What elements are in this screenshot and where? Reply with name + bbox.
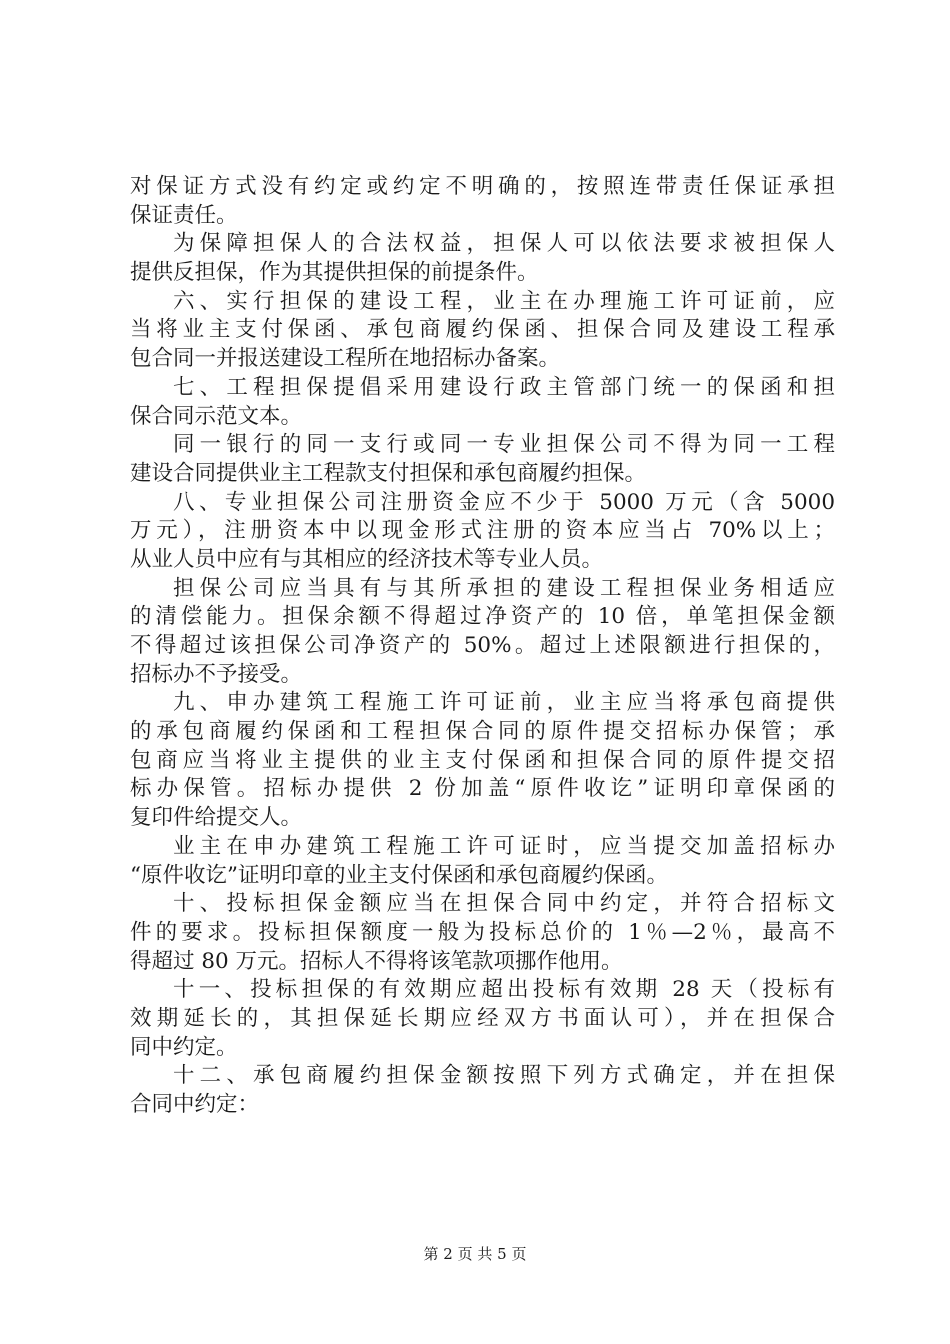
text-line: 十、投标担保金额应当在担保合同中约定，并符合招标文 <box>173 891 835 917</box>
text-line: 提供反担保，作为其提供担保的前提条件。 <box>130 260 539 286</box>
text-line: 复印件给提交人。 <box>130 805 303 831</box>
text-line: 同一银行的同一支行或同一专业担保公司不得为同一工程 <box>173 432 835 458</box>
document-body <box>130 173 835 1120</box>
text-line: 八、专业担保公司注册资金应不少于 5000 万元（含 5000 <box>173 489 835 515</box>
text-line: 担保公司应当具有与其所承担的建设工程担保业务相适应 <box>173 575 835 601</box>
text-line: “原件收讫”证明印章的业主支付保函和承包商履约保函。 <box>130 862 668 888</box>
text-line: 九、申办建筑工程施工许可证前，业主应当将承包商提供 <box>173 690 835 716</box>
text-line: 保证责任。 <box>130 202 238 228</box>
text-line: 保合同示范文本。 <box>130 403 303 429</box>
text-line: 合同中约定： <box>130 1092 260 1117</box>
text-line: 业主在申办建筑工程施工许可证时，应当提交加盖招标办 <box>173 833 835 859</box>
text-line: 建设合同提供业主工程款支付担保和承包商履约担保。 <box>130 460 647 486</box>
text-line: 不得超过该担保公司净资产的 50%。超过上述限额进行担保的， <box>130 633 835 658</box>
text-line: 的清偿能力。担保余额不得超过净资产的 10 倍，单笔担保金额 <box>130 604 835 630</box>
text-line: 六、实行担保的建设工程，业主在办理施工许可证前，应 <box>173 288 835 314</box>
text-line: 万元），注册资本中以现金形式注册的资本应当占 70%以上； <box>130 518 835 544</box>
text-line: 得超过 80 万元。招标人不得将该笔款项挪作他用。 <box>130 948 623 974</box>
text-line: 同中约定。 <box>130 1034 238 1060</box>
text-line: 从业人员中应有与其相应的经济技术等专业人员。 <box>130 546 604 572</box>
page-number-footer: 第 2 页 共 5 页 <box>423 1245 527 1263</box>
text-line: 包合同一并报送建设工程所在地招标办备案。 <box>130 346 561 372</box>
text-line: 对保证方式没有约定或约定不明确的，按照连带责任保证承担 <box>130 174 835 199</box>
text-line: 件的要求。投标担保额度一般为投标总价的 1％—2％，最高不 <box>130 919 835 945</box>
text-line: 效期延长的，其担保延长期应经双方书面认可），并在担保合 <box>130 1005 835 1031</box>
text-line: 十二、承包商履约担保金额按照下列方式确定，并在担保 <box>173 1063 835 1089</box>
text-line: 的承包商履约保函和工程担保合同的原件提交招标办保管；承 <box>130 719 835 745</box>
text-line: 七、工程担保提倡采用建设行政主管部门统一的保函和担 <box>173 374 835 400</box>
text-line: 招标办不予接受。 <box>130 661 303 687</box>
text-line: 当将业主支付保函、承包商履约保函、担保合同及建设工程承 <box>130 317 835 343</box>
text-line: 包商应当将业主提供的业主支付保函和担保合同的原件提交招 <box>130 747 835 773</box>
text-line: 十一、投标担保的有效期应超出投标有效期 28 天（投标有 <box>173 977 835 1003</box>
text-line: 为保障担保人的合法权益，担保人可以依法要求被担保人 <box>173 231 835 257</box>
text-line: 标办保管。招标办提供 2 份加盖“原件收讫”证明印章保函的 <box>130 776 835 802</box>
